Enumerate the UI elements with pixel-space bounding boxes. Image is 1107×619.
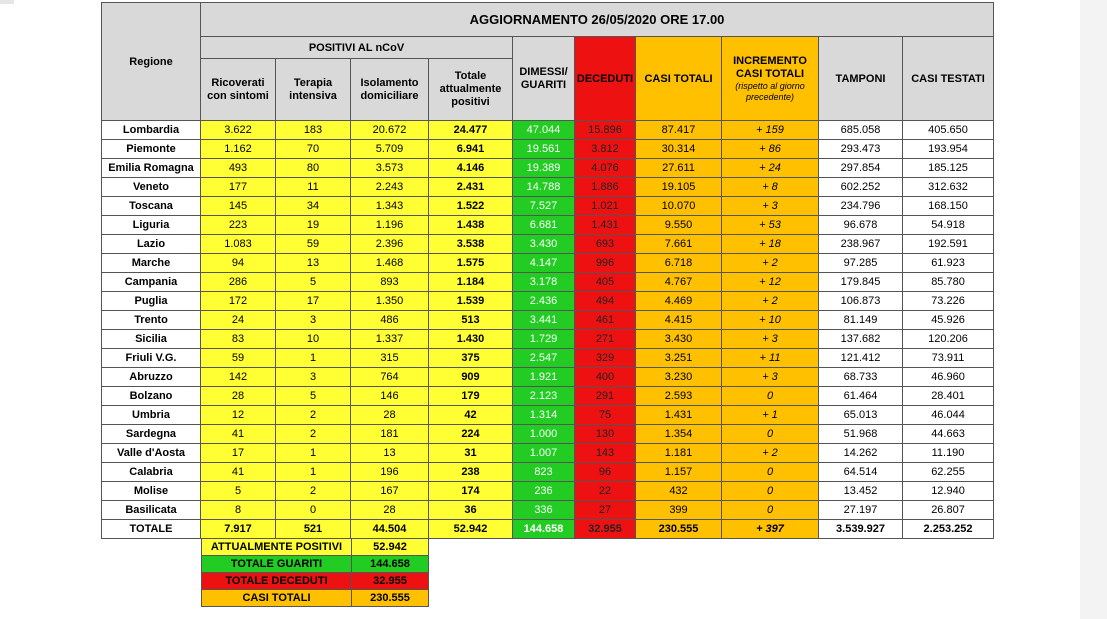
cell-tamponi: 121.412 [819,349,903,368]
header-incremento-note: (rispetto al giorno precedente) [735,80,805,102]
header-title: AGGIORNAMENTO 26/05/2020 ORE 17.00 [201,3,994,37]
cell-ricoverati: 41 [201,425,276,444]
cell-tamponi: 81.149 [819,311,903,330]
cell-terapia: 2 [276,406,351,425]
cell-dimessi: 336 [513,501,575,520]
cell-totale-positivi: 1.539 [429,292,513,311]
cell-dimessi: 2.436 [513,292,575,311]
cell-isolamento: 5.709 [351,140,429,159]
cell-isolamento: 28 [351,501,429,520]
cell-incremento: 0 [722,387,819,406]
cell-dimessi: 236 [513,482,575,501]
cell-region: Lombardia [102,121,201,140]
cell-region: Sardegna [102,425,201,444]
cell-casi-testati: 2.253.252 [903,520,994,539]
cell-totale-positivi: 224 [429,425,513,444]
cell-deceduti: 32.955 [575,520,636,539]
header-terapia: Terapia intensiva [276,59,351,121]
cell-tamponi: 234.796 [819,197,903,216]
cell-isolamento: 1.343 [351,197,429,216]
cell-incremento: + 2 [722,444,819,463]
table-row [102,292,994,311]
cell-region: Puglia [102,292,201,311]
cell-casi-testati: 44.663 [903,425,994,444]
header-region: Regione [102,3,201,121]
cell-incremento: + 3 [722,197,819,216]
cell-region: Emilia Romagna [102,159,201,178]
cell-region: Campania [102,273,201,292]
cell-totale-positivi: 2.431 [429,178,513,197]
header-tamponi: TAMPONI [819,37,903,121]
cell-dimessi: 19.389 [513,159,575,178]
table-row [102,216,994,235]
cell-totale-positivi: 24.477 [429,121,513,140]
cell-ricoverati: 12 [201,406,276,425]
cell-terapia: 1 [276,463,351,482]
summary-row [202,590,429,607]
summary-value: 52.942 [352,539,429,556]
cell-deceduti: 329 [575,349,636,368]
cell-dimessi: 7.527 [513,197,575,216]
summary-label: TOTALE DECEDUTI [202,573,352,590]
summary-label: ATTUALMENTE POSITIVI [202,539,352,556]
cell-isolamento: 28 [351,406,429,425]
cell-dimessi: 144.658 [513,520,575,539]
cell-region: Sicilia [102,330,201,349]
cell-terapia: 521 [276,520,351,539]
cell-casi-totali: 3.430 [636,330,722,349]
cell-casi-testati: 26.807 [903,501,994,520]
cell-deceduti: 27 [575,501,636,520]
cell-casi-totali: 1.157 [636,463,722,482]
cell-dimessi: 3.178 [513,273,575,292]
cell-ricoverati: 3.622 [201,121,276,140]
cell-dimessi: 2.123 [513,387,575,406]
cell-region: Abruzzo [102,368,201,387]
cell-deceduti: 400 [575,368,636,387]
cell-terapia: 70 [276,140,351,159]
table-row [102,121,994,140]
summary-row [202,573,429,590]
cell-ricoverati: 41 [201,463,276,482]
cell-casi-totali: 87.417 [636,121,722,140]
cell-casi-totali: 4.469 [636,292,722,311]
cell-dimessi: 1.729 [513,330,575,349]
cell-casi-totali: 432 [636,482,722,501]
cell-ricoverati: 223 [201,216,276,235]
cell-incremento: + 2 [722,254,819,273]
cell-totale-positivi: 52.942 [429,520,513,539]
cell-tamponi: 14.262 [819,444,903,463]
cell-incremento: + 53 [722,216,819,235]
table-row [102,368,994,387]
cell-terapia: 2 [276,482,351,501]
cell-dimessi: 14.788 [513,178,575,197]
cell-incremento: + 18 [722,235,819,254]
summary-value: 230.555 [352,590,429,607]
cell-terapia: 5 [276,273,351,292]
cell-incremento: 0 [722,501,819,520]
table-row [102,463,994,482]
cell-tamponi: 3.539.927 [819,520,903,539]
cell-terapia: 10 [276,330,351,349]
cell-casi-totali: 3.230 [636,368,722,387]
cell-tamponi: 137.682 [819,330,903,349]
cell-deceduti: 271 [575,330,636,349]
cell-totale-positivi: 31 [429,444,513,463]
cell-totale-positivi: 238 [429,463,513,482]
cell-region: Valle d'Aosta [102,444,201,463]
table-row [102,482,994,501]
cell-ricoverati: 59 [201,349,276,368]
cell-isolamento: 893 [351,273,429,292]
cell-terapia: 183 [276,121,351,140]
cell-dimessi: 19.561 [513,140,575,159]
cell-ricoverati: 24 [201,311,276,330]
cell-incremento: 0 [722,463,819,482]
cell-region: Basilicata [102,501,201,520]
cell-casi-totali: 7.661 [636,235,722,254]
header-casi-totali: CASI TOTALI [636,37,722,121]
cell-ricoverati: 1.162 [201,140,276,159]
cell-ricoverati: 177 [201,178,276,197]
table-row [102,387,994,406]
cell-deceduti: 15.896 [575,121,636,140]
cell-terapia: 34 [276,197,351,216]
cell-totale-positivi: 513 [429,311,513,330]
cell-terapia: 80 [276,159,351,178]
cell-totale-positivi: 36 [429,501,513,520]
cell-isolamento: 2.396 [351,235,429,254]
cell-region: TOTALE [102,520,201,539]
cell-isolamento: 2.243 [351,178,429,197]
cell-tamponi: 97.285 [819,254,903,273]
cell-casi-totali: 3.251 [636,349,722,368]
cell-dimessi: 47.044 [513,121,575,140]
cell-deceduti: 291 [575,387,636,406]
cell-incremento: + 2 [722,292,819,311]
cell-dimessi: 823 [513,463,575,482]
header-incremento [722,37,819,121]
cell-casi-totali: 9.550 [636,216,722,235]
cell-casi-totali: 2.593 [636,387,722,406]
cell-isolamento: 764 [351,368,429,387]
cell-region: Marche [102,254,201,273]
cell-tamponi: 602.252 [819,178,903,197]
cell-tamponi: 179.845 [819,273,903,292]
cell-terapia: 1 [276,349,351,368]
cell-casi-totali: 4.767 [636,273,722,292]
cell-incremento: + 10 [722,311,819,330]
cell-incremento: + 8 [722,178,819,197]
table-row [102,273,994,292]
cell-casi-testati: 120.206 [903,330,994,349]
cell-casi-testati: 192.591 [903,235,994,254]
cell-incremento: + 3 [722,330,819,349]
cell-totale-positivi: 174 [429,482,513,501]
cell-deceduti: 75 [575,406,636,425]
cell-deceduti: 143 [575,444,636,463]
table-row [102,159,994,178]
cell-isolamento: 167 [351,482,429,501]
summary-value: 32.955 [352,573,429,590]
cell-terapia: 1 [276,444,351,463]
cell-dimessi: 1.007 [513,444,575,463]
cell-terapia: 5 [276,387,351,406]
cell-casi-testati: 46.960 [903,368,994,387]
table-row [102,254,994,273]
cell-tamponi: 61.464 [819,387,903,406]
summary-table [201,538,429,607]
cell-isolamento: 1.196 [351,216,429,235]
cell-casi-testati: 312.632 [903,178,994,197]
table-row [102,311,994,330]
cell-totale-positivi: 3.538 [429,235,513,254]
cell-tamponi: 238.967 [819,235,903,254]
cell-totale-positivi: 1.575 [429,254,513,273]
cell-casi-testati: 54.918 [903,216,994,235]
cell-deceduti: 96 [575,463,636,482]
cell-casi-testati: 45.926 [903,311,994,330]
cell-tamponi: 68.733 [819,368,903,387]
cell-region: Veneto [102,178,201,197]
summary-label: CASI TOTALI [202,590,352,607]
summary-row [202,539,429,556]
header-incremento-label: INCREMENTO CASI TOTALI [733,54,807,80]
cell-casi-totali: 4.415 [636,311,722,330]
cell-tamponi: 297.854 [819,159,903,178]
cell-incremento: + 86 [722,140,819,159]
cell-ricoverati: 286 [201,273,276,292]
cell-terapia: 19 [276,216,351,235]
cell-tamponi: 685.058 [819,121,903,140]
cell-ricoverati: 172 [201,292,276,311]
cell-ricoverati: 142 [201,368,276,387]
cell-dimessi: 3.441 [513,311,575,330]
cell-incremento: + 12 [722,273,819,292]
cell-deceduti: 693 [575,235,636,254]
cell-dimessi: 6.681 [513,216,575,235]
cell-casi-testati: 405.650 [903,121,994,140]
cell-ricoverati: 8 [201,501,276,520]
cell-deceduti: 494 [575,292,636,311]
table-row [102,444,994,463]
cell-terapia: 13 [276,254,351,273]
cell-region: Molise [102,482,201,501]
header-deceduti: DECEDUTI [575,37,636,121]
cell-casi-testati: 185.125 [903,159,994,178]
table-row [102,197,994,216]
cell-casi-testati: 11.190 [903,444,994,463]
header-dimessi: DIMESSI/ GUARITI [513,37,575,121]
table-row [102,501,994,520]
cell-region: Toscana [102,197,201,216]
cell-tamponi: 293.473 [819,140,903,159]
cell-tamponi: 27.197 [819,501,903,520]
cell-tamponi: 96.678 [819,216,903,235]
cell-totale-positivi: 179 [429,387,513,406]
cell-totale-positivi: 4.146 [429,159,513,178]
cell-incremento: + 24 [722,159,819,178]
cell-casi-testati: 12.940 [903,482,994,501]
cell-totale-positivi: 6.941 [429,140,513,159]
cell-ricoverati: 7.917 [201,520,276,539]
summary-label: TOTALE GUARITI [202,556,352,573]
cell-casi-testati: 168.150 [903,197,994,216]
cell-casi-testati: 193.954 [903,140,994,159]
cell-isolamento: 44.504 [351,520,429,539]
cell-deceduti: 461 [575,311,636,330]
header-positivi: POSITIVI AL nCoV [201,37,513,59]
header-casi-testati: CASI TESTATI [903,37,994,121]
cell-terapia: 3 [276,311,351,330]
cell-deceduti: 996 [575,254,636,273]
cell-incremento: + 1 [722,406,819,425]
cell-casi-totali: 10.070 [636,197,722,216]
cell-deceduti: 1.431 [575,216,636,235]
cell-casi-totali: 399 [636,501,722,520]
cell-terapia: 17 [276,292,351,311]
cell-ricoverati: 83 [201,330,276,349]
cell-casi-testati: 85.780 [903,273,994,292]
cell-incremento: + 3 [722,368,819,387]
header-totale-positivi: Totale attualmente positivi [429,59,513,121]
cell-casi-testati: 73.226 [903,292,994,311]
table-row [102,140,994,159]
cell-isolamento: 315 [351,349,429,368]
cell-casi-totali: 1.354 [636,425,722,444]
cell-totale-positivi: 1.430 [429,330,513,349]
cell-tamponi: 13.452 [819,482,903,501]
cell-casi-testati: 73.911 [903,349,994,368]
cell-ricoverati: 17 [201,444,276,463]
cell-isolamento: 196 [351,463,429,482]
header-ricoverati: Ricoverati con sintomi [201,59,276,121]
cell-casi-totali: 1.181 [636,444,722,463]
cell-casi-totali: 19.105 [636,178,722,197]
table-row [102,520,994,539]
cell-casi-totali: 1.431 [636,406,722,425]
cell-dimessi: 1.314 [513,406,575,425]
cell-isolamento: 1.350 [351,292,429,311]
cell-terapia: 3 [276,368,351,387]
cell-isolamento: 3.573 [351,159,429,178]
cell-casi-totali: 30.314 [636,140,722,159]
cell-isolamento: 486 [351,311,429,330]
table-row [102,178,994,197]
cell-casi-testati: 46.044 [903,406,994,425]
cell-region: Trento [102,311,201,330]
cell-dimessi: 3.430 [513,235,575,254]
cell-isolamento: 146 [351,387,429,406]
cell-terapia: 0 [276,501,351,520]
cell-dimessi: 1.921 [513,368,575,387]
summary-value: 144.658 [352,556,429,573]
table-row [102,425,994,444]
cell-totale-positivi: 1.184 [429,273,513,292]
cell-deceduti: 4.076 [575,159,636,178]
cell-tamponi: 64.514 [819,463,903,482]
cell-ricoverati: 493 [201,159,276,178]
cell-dimessi: 1.000 [513,425,575,444]
cell-tamponi: 51.968 [819,425,903,444]
cell-deceduti: 1.886 [575,178,636,197]
cell-isolamento: 181 [351,425,429,444]
cell-deceduti: 3.812 [575,140,636,159]
cell-casi-totali: 27.611 [636,159,722,178]
cell-region: Umbria [102,406,201,425]
cell-totale-positivi: 42 [429,406,513,425]
cell-casi-testati: 61.923 [903,254,994,273]
cell-isolamento: 20.672 [351,121,429,140]
cell-deceduti: 22 [575,482,636,501]
right-margin [1080,0,1107,619]
cell-isolamento: 1.337 [351,330,429,349]
cell-region: Lazio [102,235,201,254]
cell-terapia: 59 [276,235,351,254]
cell-tamponi: 65.013 [819,406,903,425]
cell-terapia: 2 [276,425,351,444]
cell-ricoverati: 28 [201,387,276,406]
cell-ricoverati: 5 [201,482,276,501]
cell-incremento: 0 [722,482,819,501]
table-body [102,121,994,539]
cell-region: Bolzano [102,387,201,406]
cell-terapia: 11 [276,178,351,197]
summary-row [202,556,429,573]
cell-deceduti: 130 [575,425,636,444]
table-row [102,406,994,425]
cell-region: Piemonte [102,140,201,159]
cell-casi-testati: 62.255 [903,463,994,482]
cell-totale-positivi: 909 [429,368,513,387]
cell-region: Liguria [102,216,201,235]
cell-incremento: 0 [722,425,819,444]
cell-region: Calabria [102,463,201,482]
cell-deceduti: 1.021 [575,197,636,216]
table-row [102,349,994,368]
table-row [102,235,994,254]
cell-totale-positivi: 1.522 [429,197,513,216]
cell-casi-testati: 28.401 [903,387,994,406]
cell-ricoverati: 1.083 [201,235,276,254]
cell-deceduti: 405 [575,273,636,292]
header-isolamento: Isolamento domiciliare [351,59,429,121]
cell-totale-positivi: 1.438 [429,216,513,235]
cell-isolamento: 13 [351,444,429,463]
summary-body [202,539,429,607]
covid-regions-table [101,2,994,539]
cell-ricoverati: 145 [201,197,276,216]
cell-dimessi: 4.147 [513,254,575,273]
cell-incremento: + 159 [722,121,819,140]
cell-incremento: + 11 [722,349,819,368]
cell-casi-totali: 6.718 [636,254,722,273]
cell-incremento: + 397 [722,520,819,539]
cell-dimessi: 2.547 [513,349,575,368]
cell-region: Friuli V.G. [102,349,201,368]
cell-casi-totali: 230.555 [636,520,722,539]
table-row [102,330,994,349]
cell-ricoverati: 94 [201,254,276,273]
cell-tamponi: 106.873 [819,292,903,311]
corner-artifact [0,0,14,4]
cell-totale-positivi: 375 [429,349,513,368]
cell-isolamento: 1.468 [351,254,429,273]
